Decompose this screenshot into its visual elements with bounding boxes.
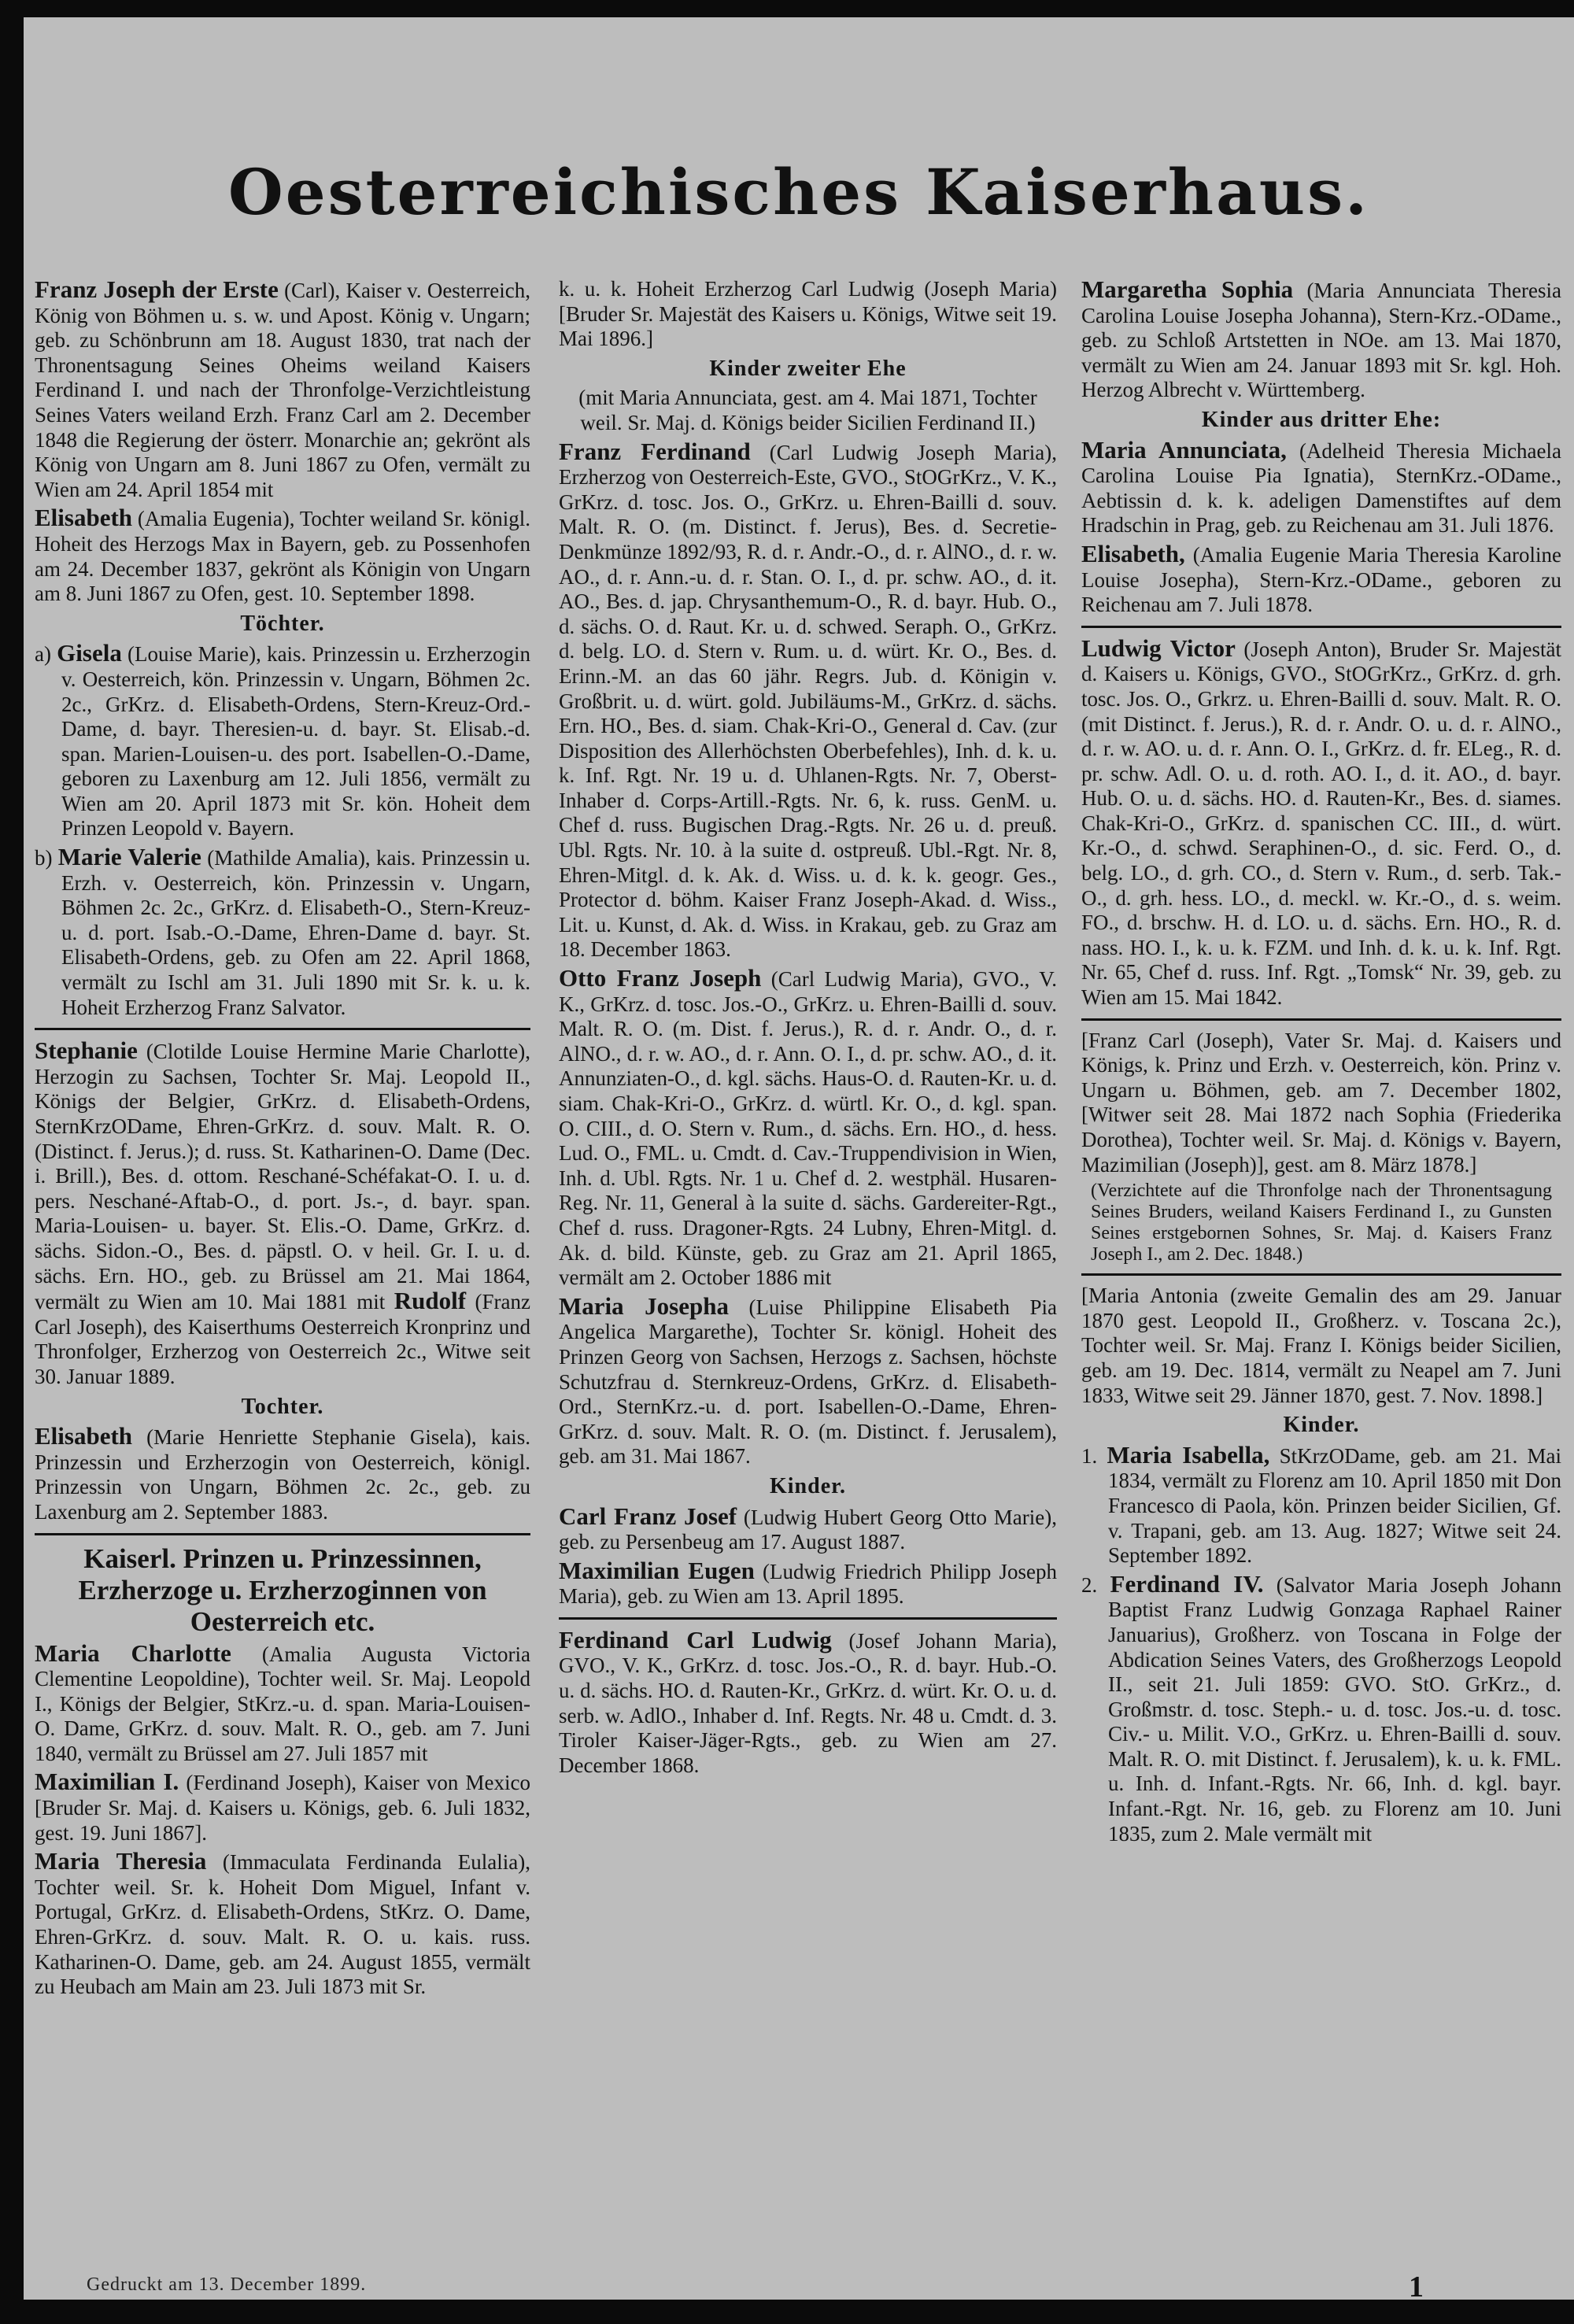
entry-gisela [35, 641, 530, 841]
entry-text: (Marie Henriette Stephanie Gisela), kais. Prinzessin und Erzherzogin von Oesterreich, königl. Prinzessin von Ungarn, Böhmen 2c. 2c., geb. zu Laxenburg am 2. September 1883. [35, 1425, 530, 1524]
entry-text: (Immaculata Ferdinanda Eulalia), Tochter weil. Sr. k. Hoheit Dom Miguel, Infant v. Portugal, GrKrz. d. Elisabeth-Ordens, StKrz. O. Dame, Ehren-GrKrz. d. souv. Malt. R. O. u. kais. russ. Katharinen-O. Dame, geb. am 24. August 1855, vermält zu Heubach am Main am 23. Juli 1873 mit Sr. [35, 1850, 531, 1999]
entry-text: (Ferdinand Joseph), Kaiser von Mexico [Bruder Sr. Maj. d. Kaisers u. Königs, geb. 6. Juli 1832, gest. 19. Juni 1867]. [35, 1771, 530, 1845]
entry-maximilian-eugen [559, 1558, 1057, 1609]
section-heading: Kinder aus dritter Ehe: [1201, 407, 1442, 432]
entry-franz-carl: [Franz Carl (Joseph), Vater Sr. Maj. d. Kaisers und Königs, k. Prinz und Erzh. v. Oesterreich, kön. Prinz v. Ungarn u. Böhmen, geb. am 7. December 1802, [Witwer seit 28. Mai 1872 nach Sophia (Friederika Dorothea), Tochter weil. Sr. Maj. d. Königs v. Bayern, Mazimilian (Joseph)], gest. am 8. März 1878.] [1081, 1028, 1561, 1177]
entry-name: Ludwig Victor [1081, 634, 1236, 662]
entry-name: Gisela [57, 639, 122, 667]
column-3 [1081, 277, 1561, 1849]
entry-text: StKrzODame, geb. am 21. Mai 1834, vermält zu Florenz am 10. April 1850 mit Don Francesco di Paola, kön. Prinzen beider Sicilien, Gf. v. Trapani, geb. am 13. Aug. 1827; Witwe seit 24. September 1892. [1108, 1443, 1562, 1568]
entry-text: (Mathilde Amalia), kais. Prinzessin u. Erzh. v. Oesterreich, kön. Prinzessin v. Ungarn, Böhmen 2c. 2c., GrKrz. d. Elisabeth-O., Stern-Kreuz- u. d. port. Isab.-O.-Dame, Ehren-Dame d. bayr. St. Elisabeth-Ordens, geb. zu Ofen am 22. April 1868, vermält zu Ischl am 31. Juli 1890 mit Sr. k. u. k. Hoheit Erzherzog Franz Salvator. [61, 846, 530, 1019]
entry-name: Elisabeth [35, 1422, 133, 1450]
entry-carl-franz [559, 1504, 1057, 1555]
entry-text: (Carl Ludwig Joseph Maria), Erzherzog von Oesterreich-Este, GVO., StOGrKrz., V. K., GrKrz. d. tosc. Jos. O., GrKrz. u. Ehren-Bailli d. souv. Malt. R. O. (m. Distinct. f. Jerus), Bes. d. Secretie-Denkmünze 1892/93, R. d. r. Andr.-O., d. r. AlNO., d. r. w. AO., d. r. Ann.-u. d. r. Stan. O. I., d. pr. schw. AO., d. it. AO., Bes. d. jap. Chrysanthemum-O., R. d. bayr. Hub. O., d. sächs. O. d. Raut. Kr. u. d. schwed. Seraph. O., GrKrz. d. belg. LO. d. Stern v. Rum. u. d. würt. Kr. O., Bes. d. Erinn.-M. an das 60 jähr. Regrs. Jub. d. Königin v. Großbrit. u. d. würt. gold. Jubiläums-M., GrKrz. d. sächs. Ern. HO., Bes. d. siam. Chak-Kri-O., General d. Cav. (zur Disposition des Allerhöchsten Oberbefehles), Inh. d. k. u. k. Inf. Rgt. Nr. 19 u. d. Uhlanen-Rgts. Nr. 7, Oberst-Inhaber d. Corps-Artill.-Rgts. Nr. 6, k. russ. GenM. u. Chef d. russ. Bugischen Drag.-Rgts. Nr. 26 u. d. preuß. Ubl. Rgts. Nr. 10. à la suite d. ostpreuß. Ubl.-Rgt. Nr. 8, Ehren-Mitgl. d. k. Ak. d. Wiss. u. d. k. k. geogr. Ges., Protector d. böhm. Kaiser Franz Joseph-Akad. d. Wiss., Lit. u. Kunst, d. Ak. d. Wiss. in Krakau, geb. zu Graz am 18. December 1863. [559, 440, 1057, 962]
entry-text: (Joseph Anton), Bruder Sr. Majestät d. Kaisers u. Königs, GVO., StOGrKrz., GrKrz. d. grh. tosc. Jos. O., Grkrz. u. Ehren-Bailli d. souv. Malt. R. O. (mit Distinct. f. Jerus.), R. d. r. Andr. O. u. d. r. AlNO., d. r. w. AO. u. d. r. Ann. O. I., GrKrz. d. fr. ELeg., R. d. pr. schw. Adl. O. u. d. roth. AO. I., d. it. AO., d. bayr. Hub. O. u. d. sächs. HO. d. Rauten-Kr., Bes. d. siames. Chak-Kri-O., GrKrz. d. spanischen CC. III., d. würt. Kr.-O., d. schwd. Seraphinen-O., d. sic. Ferd. O., d. belg. LO., d. grh. CO., d. Stern v. Rum., d. serb. Tak.-O., d. grh. hess. LO., d. meckl. w. Kr.-O., d. s. weim. FO., d. brschw. H. d. LO. u. d. sächs. Ern. HO., R. d. nass. HO. I., k. u. k. FZM. und Inh. d. k. u. k. Inf. Rgt. Nr. 65, Chef d. russ. Inf. Rgt. „Tomsk“ Nr. 39, geb. zu Wien am 15. Mai 1842. [1081, 637, 1562, 1010]
print-date: Gedruckt am 13. December 1899. [87, 2274, 367, 2295]
entry-text: (Luise Philippine Elisabeth Pia Angelica Margarethe), Tochter Sr. königl. Hoheit des Prinzen Georg von Sachsen, Herzogs z. Sachsen, höchste Schutzfrau d. Sternkreuz-Ordens, GrKrz. d. Elisabeth-Ord., SternKrz.-u. d. port. Isabellen-O.-Dame, Ehren-GrKrz. d. souv. Malt. R. O. (m. Distinct. f. Jerusalem), geb. am 31. Mai 1867. [559, 1295, 1058, 1469]
entry-text: (Clotilde Louise Hermine Marie Charlotte), Herzogin zu Sachsen, Tochter Sr. Maj. Leopold II., Königs der Belgier, GrKrz. d. Elisabeth-Ordens, SternKrzODame, Ehren-GrKrz. d. souv. Malt. R. O. (Distinct. f. Jerus.); d. russ. St. Katharinen-O. Dame (Dec. i. Brill.), Bes. d. ottom. Reschané-Schéfakat-O. I. u. d. pers. Neschané-Aftab-O., d. port. Js.-, d. bayr. span. Maria-Louisen- u. bayer. St. Elis.-O. Dame, GrKrz. d. sächs. Sidon.-O., Bes. d. päpstl. O. v heil. Gr. I. u. d. sächs. Ern. HO., geb. zu Brüssel am 21. Mai 1864, vermält zu Wien am 10. Mai 1881 mit [35, 1040, 530, 1314]
entry-franz-ferdinand [559, 439, 1057, 962]
entry-name: Franz Joseph der Erste [35, 275, 279, 303]
entry-note: (Verzichtete auf die Thronfolge nach der Thronentsagung Seines Bruders, weiland Kaisers Ferdinand I., zu Gunsten Seines erstgebornen Sohnes, Sr. Maj. d. Kaisers Franz Joseph I., am 2. Dec. 1848.) [1091, 1180, 1552, 1265]
entry-name: Otto Franz Joseph [559, 964, 762, 992]
divider [559, 1617, 1057, 1620]
entry-elisabeth [35, 505, 530, 606]
entry-label: 2. [1081, 1572, 1098, 1597]
entry-maria-annunciata [1081, 435, 1562, 538]
entry-text: (Maria Annunciata Theresia Carolina Louise Josepha Johanna), Stern-Krz.-ODame., geb. zu Schloß Artstetten in NOe. am 13. Mai 1870, vermält zu Wien am 24. Januar 1893 mit Sr. kgl. Hoh. Herzog Albrecht v. Württemberg. [1081, 279, 1561, 402]
entry-name: Elisabeth, [1081, 539, 1185, 567]
entry-name: Maria Josepha [559, 1291, 729, 1320]
entry-maria-isabella [1081, 1440, 1562, 1568]
entry-text: (Amalia Eugenie Maria Theresia Karoline Louise Josepha), Stern-Krz.-ODame., geboren zu Reichenau am 7. Juli 1878. [1081, 542, 1561, 617]
divider [1081, 626, 1561, 628]
entry-name: Margaretha Sophia [1081, 275, 1294, 303]
document-page [24, 17, 1574, 2300]
entry-ferdinand-iv [1081, 1569, 1561, 1847]
entry-text: (Salvator Maria Joseph Johann Baptist Franz Ludwig Gonzaga Raphael Rainer Januarius), Großherz. von Toscana in Folge der Abdication Seines Vaters, des Großherzogs Leopold II., seit 21. Juli 1859: GVO. StO. GrKrz., d. Großmstr. d. tosc. Steph.- u. d. tosc. Jos.-u. d. tosc. Civ.- u. Milit. V.O., GrKrz. u. Ehren-Bailli d. souv. Malt. R. O. mit Distinct. f. Jerusalem), k. u. k. FML. u. Inh. d. Infant.-Rgts. Nr. 66, Inh. d. kgl. bayr. Infant.-Rgt. Nr. 16, geb. zu Florenz am 10. Juni 1835, zum 2. Male vermält mit [1108, 1572, 1561, 1846]
entry-ferdinand-carl [559, 1625, 1057, 1779]
entry-name: Maria Annunciata, [1081, 435, 1287, 464]
entry-name: Maximilian Eugen [559, 1556, 755, 1584]
entry-name: Franz Ferdinand [559, 437, 751, 465]
entry-name: Stephanie [35, 1036, 138, 1065]
column-2 [559, 277, 1057, 1781]
entry-carl-ludwig: k. u. k. Hoheit Erzherzog Carl Ludwig (Joseph Maria) [Bruder Sr. Majestät des Kaisers u. Königs, Witwe seit 19. Mai 1896.] [559, 277, 1057, 351]
scan-edge [0, 0, 24, 2324]
entry-name: Maria Charlotte [35, 1639, 231, 1667]
entry-otto [559, 966, 1057, 1291]
entry-name: Maria Isabella, [1107, 1440, 1270, 1469]
section-heading: Tochter. [241, 1394, 324, 1419]
entry-text: (Amalia Eugenia), Tochter weiland Sr. königl. Hoheit des Herzogs Max in Bayern, geb. zu Possenhofen am 24. December 1837, gekrönt als Königin von Ungarn am 8. Juni 1867 zu Ofen, gest. 10. September 1898. [35, 507, 530, 606]
divider [1081, 1018, 1561, 1021]
section-heading: Kaiserl. Prinzen u. Prinzessinnen, Erzherzoge u. Erzherzoginnen von Oesterreich etc. [78, 1543, 487, 1637]
entry-elisabeth-2 [35, 1424, 530, 1524]
entry-text: (Josef Johann Maria), GVO., V. K., GrKrz. d. tosc. Jos.-O., R. d. bayr. Hub.-O. u. d. sächs. HO. d. Rauten-Kr., GrKrz. d. würt. Kr. O. u. d. serb. w. AdlO., Inhaber d. Inf. Regts. Nr. 48 u. Cmdt. d. 3. Tiroler Kaiser-Jäger-Rgts., geb. zu Wien am 27. December 1868. [559, 1628, 1057, 1777]
section-subheading: (mit Maria Annunciata, gest. am 4. Mai 1871, Tochter weil. Sr. Maj. d. Königs beider Sicilien Ferdinand II.) [578, 386, 1037, 434]
entry-label: b) [35, 846, 53, 870]
entry-name: Maximilian I. [35, 1768, 179, 1796]
section-heading: Kinder. [770, 1473, 846, 1498]
entry-name: Maria Theresia [35, 1847, 207, 1875]
entry-maria-antonia: [Maria Antonia (zweite Gemalin des am 29. Januar 1870 gest. Leopold II., Großherz. v. Toscana 2c.), Tochter weil. Sr. Maj. Franz I. Königs beider Sicilien, geb. am 19. Dec. 1814, vermält zu Neapel am 7. Juni 1833, Witwe seit 29. Jänner 1870, gest. 7. Nov. 1898.] [1081, 1284, 1561, 1407]
divider [35, 1028, 530, 1030]
entry-franz-joseph [35, 277, 530, 502]
entry-maximilian [35, 1769, 530, 1846]
entry-margaretha [1081, 277, 1561, 403]
page-title: Oesterreichisches Kaiserhaus. [228, 155, 1369, 229]
entry-maria-theresia [35, 1849, 530, 2000]
entry-name: Marie Valerie [57, 843, 201, 871]
entry-elisabeth-3 [1081, 541, 1561, 618]
entry-text: (Ludwig Hubert Georg Otto Marie), geb. zu Persenbeug am 17. August 1887. [559, 1505, 1058, 1554]
entry-name: Ferdinand IV. [1110, 1569, 1264, 1598]
section-heading: Kinder. [1283, 1413, 1360, 1438]
entry-stephanie [35, 1038, 530, 1389]
section-heading: Töchter. [240, 611, 325, 636]
entry-name: Ferdinand Carl Ludwig [559, 1625, 832, 1653]
entry-text: (Ludwig Friedrich Philipp Joseph Maria), geb. zu Wien am 13. April 1895. [559, 1559, 1057, 1609]
section-heading: Kinder zweiter Ehe [709, 356, 907, 381]
entry-text: (Carl Ludwig Maria), GVO., V. K., GrKrz. d. tosc. Jos.-O., GrKrz. u. Ehren-Bailli d. souv. Malt. R. O. (m. Dist. f. Jerus.), R. d. r. Andr. O., d. r. AlNO., d. r. w. AO., d. r. Ann. O. I., d. pr. schw. AO., d. it. Annunziaten-O., d. kgl. sächs. Haus-O. d. Rauten-Kr. u. d. siam. Chak-Kri-O., GrKrz. d. würtl. Kr. O., d. kgl. span. O. CIII., d. O. Stern v. Rum., d. sächs. Ern. HO., d. hess. Lud. O., FML. u. Cmdt. d. Cav.-Truppendivision in Wien, Inh. d. Ubl. Rgts. Nr. 1 u. Chef d. 2. westphäl. Husaren-Reg. Nr. 11, General à la suite d. sächs. Gardereiter-Rgt., Chef d. russ. Dragoner-Rgts. 24 Lubny, Ehren-Mitgl. d. Ak. d. bild. Künste, geb. zu Graz am 21. April 1865, vermält am 2. October 1886 mit [559, 967, 1057, 1290]
entry-name: Elisabeth [35, 504, 133, 532]
divider [1081, 1273, 1561, 1276]
entry-text: (Carl), Kaiser v. Oesterreich, König von Böhmen u. s. w. und Apost. König v. Ungarn; geb. zu Schönbrunn am 18. August 1830, trat nach der Thronentsagung Seines Oheims weiland Kaisers Ferdinand I. und nach der Thronfolge-Verzichtleistung Seines Vaters weiland Erzh. Franz Carl am 2. December 1848 die Regierung der österr. Monarchie an; gekrönt als König von Ungarn am 8. Juni 1867 zu Ofen, vermält zu Wien am 24. April 1854 mit [35, 279, 530, 501]
entry-text: (Amalia Augusta Victoria Clementine Leopoldine), Tochter weil. Sr. Maj. Leopold I., Königs der Belgier, StKrz.-u. d. span. Maria-Louisen-O. Dame, GrKrz. d. souv. Malt. R. O., geb. am 7. Juni 1840, vermält zu Brüssel am 27. Juli 1857 mit [35, 1642, 530, 1765]
entry-text: (Franz Carl Joseph), des Kaiserthums Oesterreich Kronprinz und Thronfolger, Erzherzog von Oesterreich 2c., Witwe seit 30. Januar 1889. [35, 1290, 531, 1388]
entry-name: Carl Franz Josef [559, 1502, 737, 1530]
entry-text: (Adelheid Theresia Michaela Carolina Louise Pia Ignatia), SternKrz.-ODame., Aebtissin d. k. k. adeligen Damenstiftes auf dem Hradschin in Prag, geb. zu Reichenau am 31. Juli 1876. [1081, 438, 1562, 538]
entry-marie-valerie [35, 844, 530, 1020]
divider [35, 1533, 530, 1535]
entry-ludwig-victor [1081, 636, 1561, 1011]
entry-maria-josepha [559, 1291, 1058, 1469]
page-number: 1 [1409, 2270, 1424, 2300]
column-1 [35, 277, 530, 2003]
entry-text: (Louise Marie), kais. Prinzessin u. Erzherzogin v. Oesterreich, kön. Prinzessin v. Ungarn, Böhmen 2c. 2c., GrKrz. d. Elisabeth-Ordens, Stern-Kreuz-Ord.-Dame, d. bayr. Theresien-u. d. bayr. St. Elisab.-d. span. Marien-Louisen-u. des port. Isabellen-O.-Dame, geboren zu Laxenburg am 12. Juli 1856, vermält zu Wien am 20. April 1873 mit Sr. kön. Hoheit dem Prinzen Leopold v. Bayern. [61, 642, 531, 841]
entry-label: a) [35, 642, 51, 667]
entry-name: Rudolf [394, 1287, 467, 1315]
entry-label: 1. [1081, 1443, 1098, 1468]
entry-maria-charlotte [35, 1641, 530, 1767]
